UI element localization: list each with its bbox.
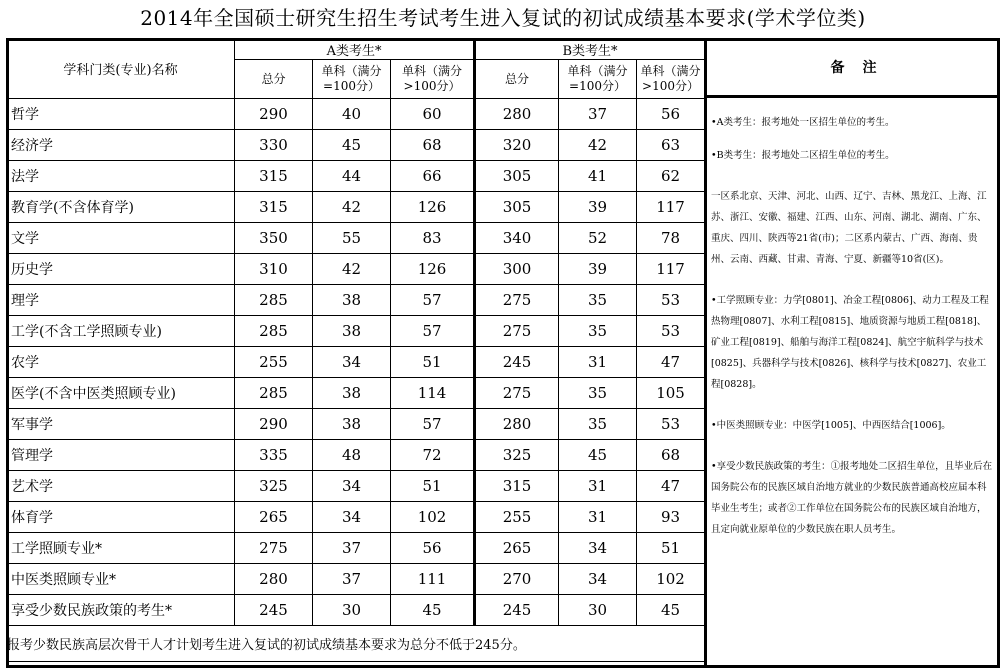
b-single-over100: 62 <box>637 161 705 192</box>
b-total: 315 <box>475 471 559 502</box>
remark-a-category: •A类考生：报考地处一区招生单位的考生。 <box>711 117 895 128</box>
a-total: 315 <box>235 192 313 223</box>
b-single-over100: 56 <box>637 99 705 130</box>
a-single-100: 55 <box>313 223 391 254</box>
a-single-over100: 83 <box>391 223 475 254</box>
b-total-header: 总分 <box>475 60 559 99</box>
a-single-over100: 126 <box>391 254 475 285</box>
a-total: 285 <box>235 378 313 409</box>
b-single-100: 30 <box>559 595 637 626</box>
table-row <box>7 192 705 223</box>
b-single-100: 35 <box>559 378 637 409</box>
a-single-100: 38 <box>313 285 391 316</box>
remarks-column <box>704 38 1000 668</box>
subject-name: 医学(不含中医类照顾专业) <box>7 378 235 409</box>
subject-name: 军事学 <box>7 409 235 440</box>
table-row <box>7 316 705 347</box>
b-total: 255 <box>475 502 559 533</box>
table-row <box>7 285 705 316</box>
b-single-100: 52 <box>559 223 637 254</box>
a-single-over100: 56 <box>391 533 475 564</box>
a-single-over100: 72 <box>391 440 475 471</box>
a-total: 285 <box>235 285 313 316</box>
b-single-100: 41 <box>559 161 637 192</box>
subject-name: 经济学 <box>7 130 235 161</box>
b-total: 270 <box>475 564 559 595</box>
a-total: 275 <box>235 533 313 564</box>
subject-name: 历史学 <box>7 254 235 285</box>
a-single-100-header: 单科（满分=100分） <box>313 60 391 99</box>
table-row <box>7 378 705 409</box>
footer-note: 报考少数民族高层次骨干人才计划考生进入复试的初试成绩基本要求为总分不低于245分。 <box>7 626 705 662</box>
a-total: 245 <box>235 595 313 626</box>
a-single-over100: 57 <box>391 285 475 316</box>
b-single-over100: 68 <box>637 440 705 471</box>
b-total: 300 <box>475 254 559 285</box>
remark-b-category: •B类考生：报考地处二区招生单位的考生。 <box>711 150 895 161</box>
group-b-header: B类考生* <box>475 39 705 60</box>
b-single-over100: 93 <box>637 502 705 533</box>
b-single-100: 42 <box>559 130 637 161</box>
b-single-over100: 78 <box>637 223 705 254</box>
b-total: 305 <box>475 192 559 223</box>
b-total: 275 <box>475 285 559 316</box>
a-single-over100: 45 <box>391 595 475 626</box>
a-single-over100: 57 <box>391 316 475 347</box>
group-a-header: A类考生* <box>235 39 475 60</box>
b-total: 275 <box>475 378 559 409</box>
subject-name: 工学照顾专业* <box>7 533 235 564</box>
b-single-over100: 51 <box>637 533 705 564</box>
a-single-over100-header: 单科（满分>100分） <box>391 60 475 99</box>
b-single-100: 35 <box>559 316 637 347</box>
table-row <box>7 99 705 130</box>
table-row <box>7 533 705 564</box>
subject-name: 理学 <box>7 285 235 316</box>
a-total: 315 <box>235 161 313 192</box>
remark-regions: 一区系北京、天津、河北、山西、辽宁、吉林、黑龙江、上海、江苏、浙江、安徽、福建、江西、山东、河南、湖北、湖南、广东、重庆、四川、陕西等21省(市)；二区系内蒙古、广西、海南、贵州、云南、西藏、甘肃、青海、宁夏、新疆等10省(区)。 <box>711 191 987 265</box>
table-row <box>7 161 705 192</box>
remark-engineering-special: •工学照顾专业：力学[0801]、冶金工程[0806]、动力工程及工程热物理[0807]、水利工程[0815]、地质资源与地质工程[0818]、矿业工程[0819]、船舶与海洋工程[0824]、航空宇航科学与技术[0825]、兵器科学与技术[0826]、核科学与技术[0827]、农业工程[0828]。 <box>711 295 989 390</box>
a-total: 335 <box>235 440 313 471</box>
a-total: 280 <box>235 564 313 595</box>
table-row <box>7 471 705 502</box>
a-single-100: 45 <box>313 130 391 161</box>
a-total: 285 <box>235 316 313 347</box>
table-row <box>7 595 705 626</box>
subject-name: 管理学 <box>7 440 235 471</box>
b-total: 245 <box>475 347 559 378</box>
a-total: 255 <box>235 347 313 378</box>
b-single-over100: 117 <box>637 254 705 285</box>
b-total: 325 <box>475 440 559 471</box>
a-total: 350 <box>235 223 313 254</box>
b-total: 275 <box>475 316 559 347</box>
a-single-over100: 114 <box>391 378 475 409</box>
b-total: 280 <box>475 409 559 440</box>
b-single-over100: 53 <box>637 409 705 440</box>
b-single-over100: 53 <box>637 285 705 316</box>
remark-minority-policy: •享受少数民族政策的考生：①报考地处二区招生单位，且毕业后在国务院公布的民族区域自治地方就业的少数民族普通高校应届本科毕业生考生；或者②工作单位在国务院公布的民族区域自治地方，且定向就业原单位的少数民族在职人员考生。 <box>711 461 993 535</box>
subject-name: 法学 <box>7 161 235 192</box>
b-single-100: 35 <box>559 409 637 440</box>
b-single-over100: 47 <box>637 347 705 378</box>
a-single-100: 42 <box>313 192 391 223</box>
b-total: 265 <box>475 533 559 564</box>
b-single-100: 35 <box>559 285 637 316</box>
a-single-over100: 111 <box>391 564 475 595</box>
a-single-over100: 60 <box>391 99 475 130</box>
a-single-100: 34 <box>313 347 391 378</box>
b-single-100: 31 <box>559 471 637 502</box>
b-single-over100: 102 <box>637 564 705 595</box>
b-total: 305 <box>475 161 559 192</box>
a-total: 325 <box>235 471 313 502</box>
a-total: 265 <box>235 502 313 533</box>
table-row <box>7 223 705 254</box>
subject-header: 学科门类(专业)名称 <box>7 39 235 99</box>
b-single-over100: 47 <box>637 471 705 502</box>
score-table <box>6 38 705 662</box>
b-single-over100-header: 单科（满分>100分） <box>637 60 705 99</box>
b-total: 320 <box>475 130 559 161</box>
b-single-100: 31 <box>559 347 637 378</box>
a-single-100: 34 <box>313 471 391 502</box>
a-single-over100: 51 <box>391 471 475 502</box>
a-total-header: 总分 <box>235 60 313 99</box>
a-single-over100: 126 <box>391 192 475 223</box>
b-single-100: 34 <box>559 564 637 595</box>
a-total: 290 <box>235 99 313 130</box>
subject-name: 体育学 <box>7 502 235 533</box>
a-single-100: 44 <box>313 161 391 192</box>
subject-name: 农学 <box>7 347 235 378</box>
a-total: 310 <box>235 254 313 285</box>
table-row <box>7 440 705 471</box>
a-single-100: 48 <box>313 440 391 471</box>
a-single-over100: 68 <box>391 130 475 161</box>
a-single-100: 38 <box>313 409 391 440</box>
a-single-100: 38 <box>313 378 391 409</box>
b-single-100: 39 <box>559 192 637 223</box>
a-single-over100: 102 <box>391 502 475 533</box>
b-single-over100: 63 <box>637 130 705 161</box>
b-single-100: 45 <box>559 440 637 471</box>
footer-row <box>7 626 705 662</box>
a-single-100: 38 <box>313 316 391 347</box>
b-single-over100: 105 <box>637 378 705 409</box>
a-single-over100: 57 <box>391 409 475 440</box>
subject-name: 艺术学 <box>7 471 235 502</box>
b-single-100: 39 <box>559 254 637 285</box>
table-row <box>7 409 705 440</box>
remark-tcm-special: •中医类照顾专业：中医学[1005]、中西医结合[1006]。 <box>711 420 951 431</box>
b-total: 340 <box>475 223 559 254</box>
table-row <box>7 254 705 285</box>
b-single-over100: 45 <box>637 595 705 626</box>
table-row <box>7 347 705 378</box>
a-single-100: 42 <box>313 254 391 285</box>
subject-name: 哲学 <box>7 99 235 130</box>
a-single-over100: 51 <box>391 347 475 378</box>
b-single-100-header: 单科（满分=100分） <box>559 60 637 99</box>
subject-name: 文学 <box>7 223 235 254</box>
b-total: 280 <box>475 99 559 130</box>
a-single-100: 34 <box>313 502 391 533</box>
a-single-over100: 66 <box>391 161 475 192</box>
subject-name: 教育学(不含体育学) <box>7 192 235 223</box>
page-title: 2014年全国硕士研究生招生考试考生进入复试的初试成绩基本要求(学术学位类) <box>140 6 866 30</box>
subject-name: 享受少数民族政策的考生* <box>7 595 235 626</box>
a-single-100: 40 <box>313 99 391 130</box>
table-row <box>7 502 705 533</box>
b-single-100: 34 <box>559 533 637 564</box>
b-single-over100: 53 <box>637 316 705 347</box>
remarks-header: 备注 <box>707 38 1000 98</box>
a-single-100: 37 <box>313 533 391 564</box>
remarks-body <box>707 98 1000 540</box>
a-total: 290 <box>235 409 313 440</box>
b-single-100: 37 <box>559 99 637 130</box>
a-single-100: 37 <box>313 564 391 595</box>
a-single-100: 30 <box>313 595 391 626</box>
a-total: 330 <box>235 130 313 161</box>
b-single-100: 31 <box>559 502 637 533</box>
subject-name: 中医类照顾专业* <box>7 564 235 595</box>
b-total: 245 <box>475 595 559 626</box>
subject-name: 工学(不含工学照顾专业) <box>7 316 235 347</box>
b-single-over100: 117 <box>637 192 705 223</box>
table-row <box>7 130 705 161</box>
table-row <box>7 564 705 595</box>
